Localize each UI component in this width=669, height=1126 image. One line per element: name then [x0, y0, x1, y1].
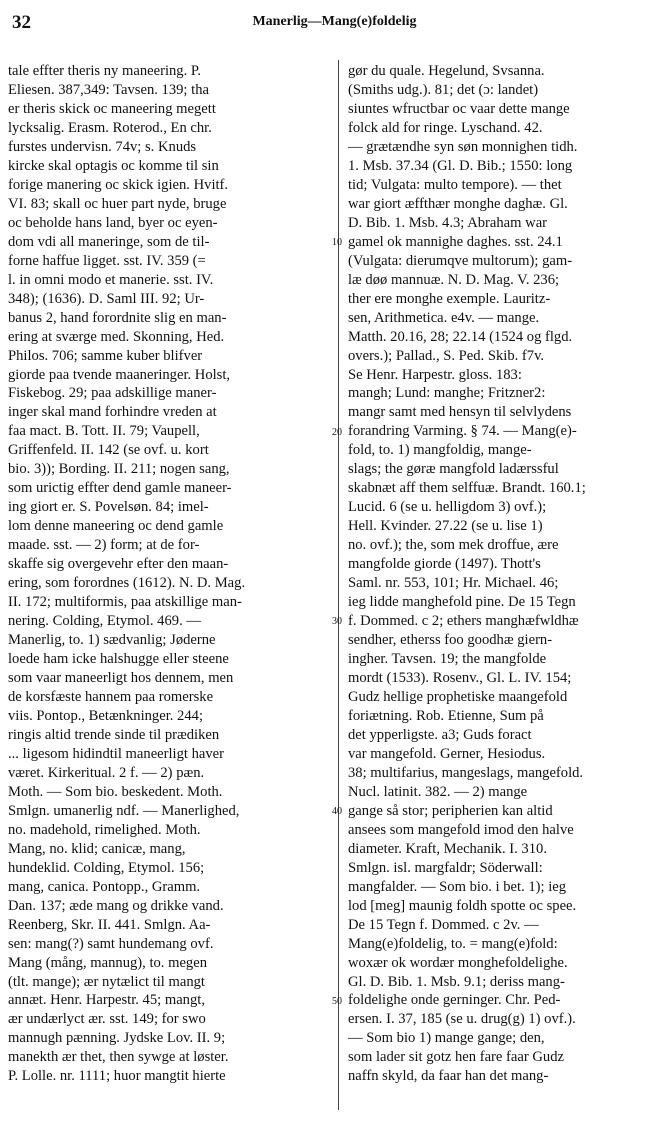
left-column-line: Reenberg, Skr. II. 441. Smlgn. Aa-	[8, 916, 211, 933]
right-column-line: ieg lidde manghefold pine. De 15 Tegn	[348, 594, 576, 611]
left-column-line: lycksalig. Erasm. Roterod., En chr.	[8, 119, 212, 136]
left-column-line: sen: mang(?) samt hundemang ovf.	[8, 935, 214, 952]
right-column-line: Gl. D. Bib. 1. Msb. 9.1; deriss mang-	[348, 973, 565, 990]
left-column-line: ering at sværge med. Skonning, Hed.	[8, 328, 225, 345]
left-column-line: ær undærlyct ær. sst. 149; for swo	[8, 1011, 206, 1028]
left-column-line: Griffenfeld. II. 142 (se ovf. u. kort	[8, 442, 209, 459]
right-column-line: ansees som mangefold imod den halve	[348, 821, 574, 838]
line-number: 10	[332, 236, 342, 248]
left-column-line: ... ligesom hidindtil maneerligt haver	[8, 745, 225, 762]
right-column-line: naffn skyld, da faar han det mang-	[348, 1068, 549, 1085]
left-column-line: VI. 83; skall oc huer part nyde, bruge	[8, 195, 227, 212]
left-column-line: forige manering oc skick igien. Hvitf.	[8, 176, 229, 193]
left-column-line: tale effter theris ny maneering. P.	[8, 63, 202, 79]
right-column-line: (Vulgata: dierumqve multorum); gam-	[348, 252, 573, 269]
right-column-line: mordt (1533). Rosenv., Gl. L. IV. 154;	[348, 670, 572, 686]
left-column-line: Mang (mång, mannug), to. megen	[8, 954, 207, 971]
right-column-line: folck ald for ringe. Lyschand. 42.	[348, 119, 543, 136]
left-column-line: skaffe sig overgevehr efter den maan-	[8, 556, 229, 573]
line-number: 50	[332, 996, 342, 1008]
left-column-line: Smlgn. umanerlig ndf. — Manerlighed,	[8, 802, 240, 819]
left-column-line: som urictig effter dend gamle maneer-	[8, 480, 232, 497]
left-column-line: ering, som forordnes (1612). N. D. Mag.	[8, 575, 246, 592]
left-column-line: II. 172; multiformis, paa atskillige man-	[8, 594, 242, 611]
right-column-line: war giort æffthær monghe daghæ. Gl.	[348, 195, 568, 212]
right-column-line: ther ere monghe exemple. Lauritz-	[348, 290, 551, 307]
right-column-line: som lader sit gotz hen fare faar Gudz	[348, 1049, 564, 1066]
line-number: 20	[332, 426, 342, 438]
right-column-line: Mang(e)foldelig, to. = mang(e)fold:	[348, 935, 558, 952]
line-number: 40	[332, 806, 342, 818]
right-column-line: foriætning. Rob. Etienne, Sum på	[348, 707, 544, 724]
left-column-line: maade. sst. — 2) form; at de for-	[8, 537, 200, 554]
left-column-line: de korsfæste hannem paa romerske	[8, 688, 214, 705]
right-column-line: læ døø mannuæ. N. D. Mag. V. 236;	[348, 271, 560, 288]
right-column-line: Nucl. latinit. 382. — 2) mange	[348, 783, 528, 800]
left-column-line: mannugh pænning. Jydske Lov. II. 9;	[8, 1030, 226, 1047]
left-column-line: nering. Colding, Etymol. 469. —	[8, 613, 201, 630]
left-column-line: som vaar maneerligt hos dennem, men	[8, 670, 234, 686]
right-column-line: ingher. Tavsen. 19; the mangfolde	[348, 651, 547, 668]
right-column-line: diameter. Kraft, Mechanik. I. 310.	[348, 840, 547, 857]
right-column-line: foldelighe onde gerninger. Chr. Ped-	[348, 992, 561, 1009]
right-column-line: lod [meg] maunig foldh spotte oc spee.	[348, 897, 577, 914]
left-column-line: l. in omni modo et manerie. sst. IV.	[8, 271, 214, 288]
right-column-line: Gudz hellige prophetiske maangefold	[348, 688, 568, 705]
left-column-line: Dan. 137; æde mang og drikke vand.	[8, 897, 224, 914]
left-column	[8, 62, 328, 1086]
right-column-line: (Smiths udg.). 81; det (ɔ: landet)	[348, 81, 539, 98]
right-column-line: mangr samt med hensyn til selvlydens	[348, 404, 572, 421]
running-header: Manerlig—Mang(e)foldelig	[252, 14, 417, 29]
right-column-line: forandring Varming. § 74. — Mang(e)-	[348, 423, 577, 440]
right-column-line: ersen. I. 37, 185 (se u. drug(g) 1) ovf.).	[348, 1011, 576, 1028]
left-column-line: furstes undervisn. 74v; s. Knuds	[8, 138, 197, 155]
right-column-line: overs.); Pallad., S. Ped. Skib. f7v.	[348, 347, 545, 364]
line-number: 30	[332, 616, 342, 628]
right-column-line: — grætændhe syn søn monnighen tidh.	[348, 138, 578, 155]
right-column-line: 38; multifarius, mangeslags, mangefold.	[348, 764, 584, 781]
right-column-line: skabnæt aff them selffuæ. Brandt. 160.1;	[348, 480, 586, 497]
left-column-line: no. madehold, rimelighed. Moth.	[8, 821, 201, 838]
right-column-line: f. Dommed. c 2; ethers manghæfwldhæ	[348, 613, 579, 630]
left-column-line: ringis altid trende sinde til prædiken	[8, 726, 220, 743]
left-column-line: manekth ær thet, then sywge at løster.	[8, 1049, 229, 1066]
left-column-line: hundeklid. Colding, Etymol. 156;	[8, 859, 205, 876]
right-column-line: D. Bib. 1. Msb. 4.3; Abraham war	[348, 214, 548, 231]
left-column-line: dom vdi all maneringe, som de til-	[8, 233, 210, 250]
page-number: 32	[12, 12, 31, 33]
right-column-line: Matth. 20.16, 28; 22.14 (1524 og flgd.	[348, 328, 573, 345]
right-column-line: gamel ok mannighe daghes. sst. 24.1	[348, 233, 563, 250]
right-column-line: var mangefold. Gerner, Hesiodus.	[348, 745, 546, 762]
left-column-line: forne haffue ligget. sst. IV. 359 (=	[8, 252, 206, 269]
right-column-line: Se Henr. Harpestr. gloss. 183:	[348, 366, 522, 383]
right-column-line: tid; Vulgata: multo tempore). — thet	[348, 176, 562, 193]
left-column-line: kircke skal optagis oc komme til sin	[8, 157, 219, 174]
left-column-line: giorde paa tvende maaneringer. Holst,	[8, 366, 231, 383]
left-column-line: været. Kirkeritual. 2 f. — 2) pæn.	[8, 764, 205, 781]
right-column-line: Smlgn. isl. margfaldr; Söderwall:	[348, 859, 543, 876]
right-column-line: sendher, etherss foo goodhæ giern-	[348, 632, 553, 649]
left-column-line: loede ham icke halshugge eller steene	[8, 651, 229, 668]
left-column-line: viis. Pontop., Betænkninger. 244;	[8, 707, 203, 724]
right-column	[348, 62, 663, 1086]
column-divider	[338, 60, 339, 1110]
left-column-line: P. Lolle. nr. 1111; huor mangtit hierte	[8, 1068, 226, 1085]
left-column-line: lom denne maneering oc dend gamle	[8, 518, 224, 535]
left-column-line: oc beholde hans land, byer oc eyen-	[8, 214, 218, 231]
right-column-line: — Som bio 1) mange gange; den,	[348, 1030, 545, 1047]
right-column-line: no. ovf.); the, som mek droffue, ære	[348, 537, 559, 554]
left-column-line: Eliesen. 387,349: Tavsen. 139; tha	[8, 81, 209, 98]
right-column-line: mangfolde giorde (1497). Thott's	[348, 556, 541, 573]
right-column-line: det ypperligste. a3; Guds foract	[348, 726, 532, 743]
right-column-line: gør du quale. Hegelund, Svsanna.	[348, 63, 545, 79]
left-column-line: banus 2, hand forordnite slig en man-	[8, 309, 227, 326]
right-column-line: Saml. nr. 553, 101; Hr. Michael. 46;	[348, 575, 559, 592]
left-column-line: Fiskebog. 29; paa adskillige maner-	[8, 385, 217, 402]
left-column-line: bio. 3)); Bording. II. 211; nogen sang,	[8, 461, 230, 478]
right-column-line: 1. Msb. 37.34 (Gl. D. Bib.; 1550: long	[348, 157, 573, 174]
left-column-line: inger skal mand forhindre vreden at	[8, 404, 217, 421]
left-column-line: ing giort er. S. Povelsøn. 84; imel-	[8, 499, 209, 516]
left-column-line: Manerlig, to. 1) sædvanlig; Jøderne	[8, 632, 216, 649]
left-column-line: Philos. 706; samme kuber blifver	[8, 347, 203, 364]
left-column-line: 348); (1636). D. Saml III. 92; Ur-	[8, 290, 205, 307]
right-column-line: siuntes wfructbar oc vaar dette mange	[348, 100, 570, 117]
right-column-line: sen, Arithmetica. e4v. — mange.	[348, 309, 540, 326]
left-column-line: annæt. Henr. Harpestr. 45; mangt,	[8, 992, 205, 1009]
right-column-line: slags; the gøræ mangfold ladærssful	[348, 461, 559, 478]
left-column-line: Mang, no. klid; canicæ, mang,	[8, 840, 186, 857]
right-column-line: Hell. Kvinder. 27.22 (se u. lise 1)	[348, 518, 543, 535]
right-column-line: mangh; Lund: manghe; Fritzner2:	[348, 385, 546, 402]
left-column-line: er theris skick oc maneering megett	[8, 100, 216, 117]
right-column-line: Lucid. 6 (se u. helligdom 3) ovf.);	[348, 499, 547, 516]
right-column-line: mangfalder. — Som bio. i bet. 1); ieg	[348, 878, 567, 895]
left-column-line: (tlt. mange); ær nytælict til mangt	[8, 973, 205, 990]
right-column-line: woxær ok wordær monghefoldelighe.	[348, 954, 568, 971]
right-column-line: gange så stor; peripherien kan altid	[348, 802, 553, 819]
left-column-line: faa mact. B. Tott. II. 79; Vaupell,	[8, 423, 200, 440]
right-column-line: De 15 Tegn f. Dommed. c 2v. —	[348, 916, 539, 933]
left-column-line: mang, canica. Pontopp., Gramm.	[8, 878, 201, 895]
right-column-line: fold, to. 1) mangfoldig, mange-	[348, 442, 532, 459]
left-column-line: Moth. — Som bio. beskedent. Moth.	[8, 783, 223, 800]
